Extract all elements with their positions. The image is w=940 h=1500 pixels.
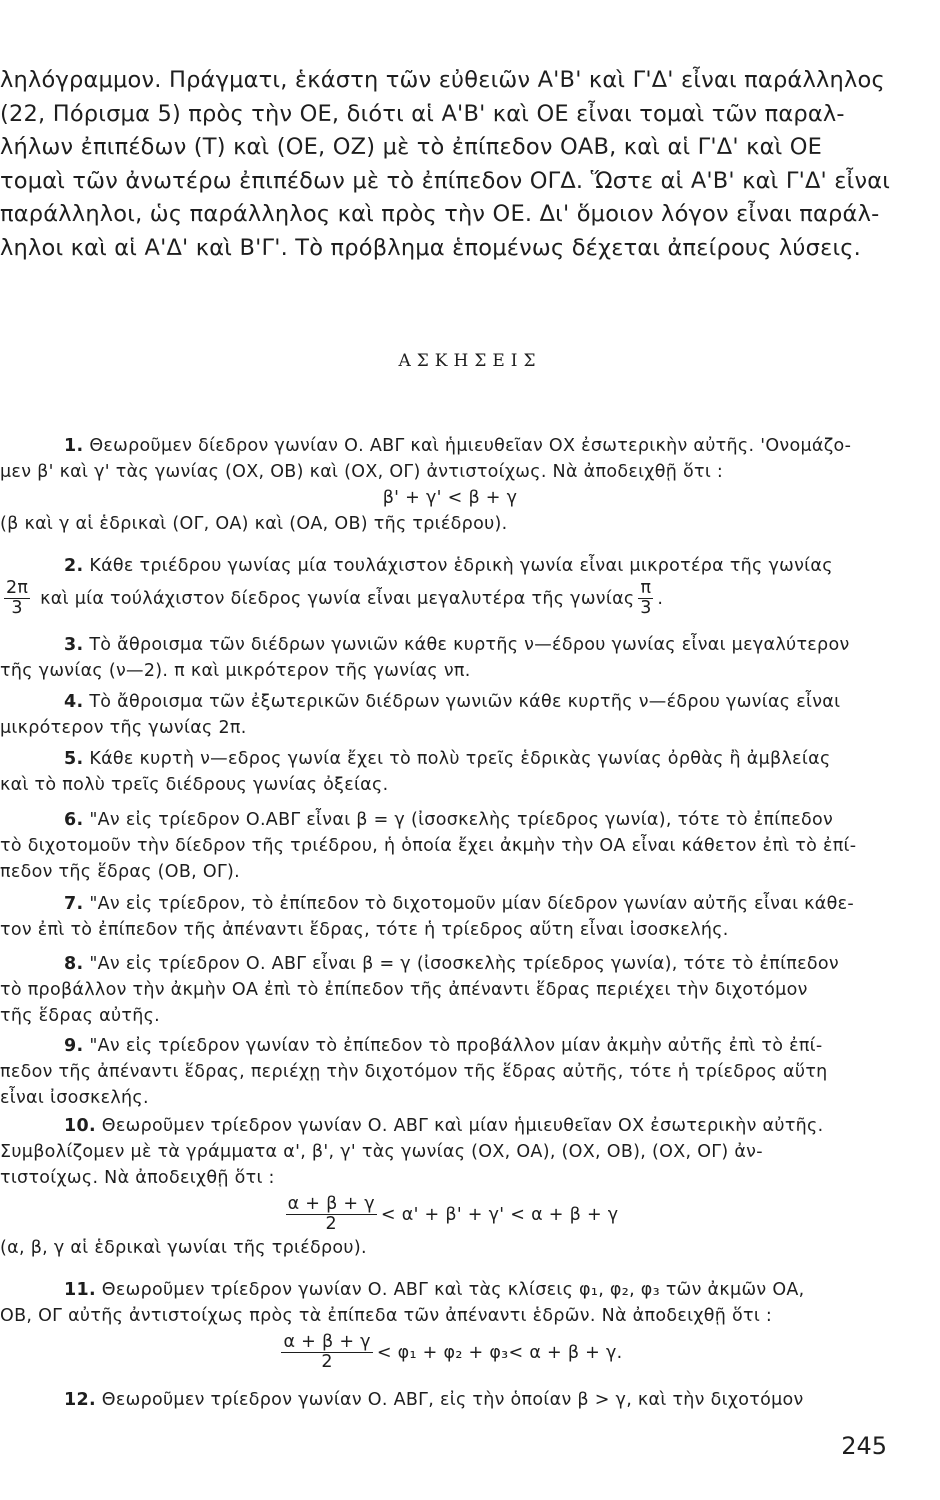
text-line: μικρότερον τῆς γωνίας 2π. [0,718,247,738]
fraction: $\frac{\pi}{3}$ [640,578,652,619]
exercise-7 [0,891,900,943]
text-line: 11. Θεωροῦμεν τρίεδρον γωνίαν Ο. ΑΒΓ καὶ τὰς κλίσεις φ₁, φ₂, φ₃ τῶν ἀκμῶν ΟΑ, [64,1280,805,1300]
exercise-1 [0,433,900,537]
exercise-4 [0,689,900,741]
exercise-10 [0,1113,900,1261]
text-line: $\frac{2\pi}{3}$ καὶ μία τούλάχιστον δίεδρος γωνία εἶναι μεγαλυτέρα τῆς γωνίας $\frac{\pi}{3}$ . [6,578,664,619]
text-line: τιστοίχως. Νὰ ἀποδειχθῇ ὅτι : [0,1168,275,1188]
exercise-number: 6. [64,810,84,830]
exercise-5 [0,746,900,798]
text-line: ληλόγραμμον. Πράγματι, ἑκάστη τῶν εὐθειῶν Α'Β' καὶ Γ'Δ' εἶναι παράλληλος [0,67,885,93]
text-line: 9. "Αν εἰς τρίεδρον γωνίαν τὸ ἐπίπεδον τὸ προβάλλον μίαν ἀκμὴν αὐτῆς ἐπὶ τὸ ἐπί- [64,1036,823,1056]
text-line: τῆς γωνίας (ν—2). π καὶ μικρότερον τῆς γωνίας νπ. [0,661,471,681]
text-line: 1. Θεωροῦμεν δίεδρον γωνίαν Ο. ΑΒΓ καὶ ἡμιευθεῖαν ΟΧ ἐσωτερικὴν αὐτῆς. 'Ονομάζο- [64,436,852,456]
text-line: 2. Κάθε τριέδρου γωνίας μία τουλάχιστον ἑδρικὴ γωνία εἶναι μικροτέρα τῆς γωνίας [64,556,833,576]
text-line: 8. "Αν εἰς τρίεδρον Ο. ΑΒΓ εἶναι β = γ (ἰσοσκελὴς τρίεδρος γωνία), τότε τὸ ἐπίπεδον [64,954,839,974]
exercise-11 [0,1277,900,1373]
text-line: εἶναι ἰσοσκελής. [0,1088,149,1108]
text-line: καὶ τὸ πολὺ τρεῖς διέδρους γωνίας ὀξείας. [0,775,389,795]
text-line: παράλληλοι, ὡς παράλληλος καὶ πρὸς τὴν ΟΕ. Δι' ὅμοιον λόγον εἶναι παράλ- [0,201,880,227]
text-line: 10. Θεωροῦμεν τρίεδρον γωνίαν Ο. ΑΒΓ καὶ μίαν ἡμιευθεῖαν ΟΧ ἐσωτερικὴν αὐτῆς. [64,1116,824,1136]
exercise-2 [0,553,900,619]
exercise-number: 12. [64,1390,96,1410]
text-line: πεδον τῆς ἀπέναντι ἕδρας, περιέχῃ τὴν διχοτόμον τῆς ἕδρας αὐτῆς, τότε ἡ τρίεδρος αὕτη [0,1062,828,1082]
text-line: 12. Θεωροῦμεν τρίεδρον γωνίαν Ο. ΑΒΓ, εἰς τὴν ὁποίαν β > γ, καὶ τὴν διχοτόμον [64,1390,804,1410]
exercise-number: 7. [64,894,84,914]
text-line: 6. "Αν εἰς τρίεδρον Ο.ΑΒΓ εἶναι β = γ (ἰσοσκελὴς τρίεδρος γωνία), τότε τὸ ἐπίπεδον [64,810,834,830]
text-line: Συμβολίζομεν μὲ τὰ γράμματα α', β', γ' τὰς γωνίας (ΟΧ, ΟΑ), (ΟΧ, ΟΒ), (ΟΧ, ΟΓ) ἀν- [0,1142,763,1162]
text-line: μεν β' καὶ γ' τὰς γωνίας (ΟΧ, ΟΒ) καὶ (ΟΧ, ΟΓ) ἀντιστοίχως. Νὰ ἀποδειχθῇ ὅτι : [0,462,724,482]
text-line: 7. "Αν εἰς τρίεδρον, τὸ ἐπίπεδον τὸ διχοτομοῦν μίαν δίεδρον γωνίαν αὐτῆς εἶναι κάθε- [64,894,854,914]
text-line: (β καὶ γ αἱ ἑδρικαὶ (ΟΓ, ΟΑ) καὶ (ΟΑ, ΟΒ) τῆς τριέδρου). [0,514,508,534]
formula: β' + γ' < β + γ [382,488,518,508]
text-line: τον ἐπὶ τὸ ἐπίπεδον τῆς ἀπέναντι ἕδρας, τότε ἡ τρίεδρος αὕτη εἶναι ἰσοσκελής. [0,920,729,940]
text-line: τὸ προβάλλον τὴν ἀκμὴν ΟΑ ἐπὶ τὸ ἐπίπεδον τῆς ἀπέναντι ἕδρας περιέχει τὴν διχοτόμον [0,980,808,1000]
text-line: ΟΒ, ΟΓ αὐτῆς ἀντιστοίχως πρὸς τὰ ἐπίπεδα τῶν ἀπέναντι ἑδρῶν. Νὰ ἀποδειχθῇ ὅτι : [0,1306,773,1326]
fraction: $\frac{\alpha + \beta + \gamma}{2}$ [287,1194,375,1235]
exercise-12 [0,1387,900,1413]
exercise-number: 10. [64,1116,96,1136]
fraction: $\frac{\alpha + \beta + \gamma}{2}$ [283,1332,371,1373]
exercise-number: 9. [64,1036,84,1056]
exercise-8 [0,951,900,1029]
text-line: 3. Τὸ ἄθροισμα τῶν διέδρων γωνιῶν κάθε κυρτῆς ν—έδρου γωνίας εἶναι μεγαλύτερον [64,635,850,655]
exercise-3 [0,632,900,684]
exercise-number: 8. [64,954,84,974]
text-line: 4. Τὸ ἄθροισμα τῶν ἐξωτερικῶν διέδρων γωνιῶν κάθε κυρτῆς ν—έδρου γωνίας εἶναι [64,692,841,712]
exercise-number: 3. [64,635,84,655]
text-line: (α, β, γ αἱ ἑδρικαὶ γωνίαι τῆς τριέδρου). [0,1237,367,1258]
text-line: (22, Πόρισμα 5) πρὸς τὴν ΟΕ, διότι αἱ Α'Β' καὶ ΟΕ εἶναι τομαὶ τῶν παραλ- [0,100,845,127]
text-line: τὸ διχοτομοῦν τὴν δίεδρον τῆς τριέδρου, ἡ ὁποία ἔχει ἀκμὴν τὴν ΟΑ εἶναι κάθετον ἐπὶ τὸ ἐπί- [0,836,857,856]
formula: $\frac{\alpha + \beta + \gamma}{2}$ < α' + β' + γ' < α + β + γ [287,1194,619,1235]
exercise-number: 5. [64,749,84,769]
exercise-number: 1. [64,436,84,456]
text-line: 5. Κάθε κυρτὴ ν—εδρος γωνία ἔχει τὸ πολὺ τρεῖς ἑδρικὰς γωνίας ὀρθὰς ἢ ἀμβλείας [64,749,831,769]
formula: $\frac{\alpha + \beta + \gamma}{2}$ < φ₁ + φ₂ + φ₃< α + β + γ. [283,1332,623,1373]
exercise-number: 11. [64,1280,96,1300]
text-line: τομαὶ τῶν ἀνωτέρω ἐπιπέδων μὲ τὸ ἐπίπεδον ΟΓΔ. Ὥστε αἱ Α'Β' καὶ Γ'Δ' εἶναι [0,167,891,194]
exercise-number: 2. [64,556,84,576]
text-line: πεδον τῆς ἕδρας (ΟΒ, ΟΓ). [0,862,240,882]
exercise-6 [0,807,900,885]
text-line: τῆς ἕδρας αὐτῆς. [0,1006,161,1026]
fraction: $\frac{2\pi}{3}$ [6,578,29,619]
text-line: λήλων ἐπιπέδων (Τ) καὶ (ΟΕ, ΟΖ) μὲ τὸ ἐπίπεδον ΟΑΒ, καὶ αἱ Γ'Δ' καὶ ΟΕ [0,134,823,160]
exercise-number: 4. [64,692,84,712]
intro-paragraph [0,64,890,265]
section-heading: ΑΣΚΗΣΕΙΣ [398,351,542,371]
page-number: 245 [841,1432,887,1460]
text-line: ληλοι καὶ αἱ Α'Δ' καὶ Β'Γ'. Τὸ πρόβλημα ἑπομένως δέχεται ἀπείρους λύσεις. [0,234,862,261]
exercise-9 [0,1033,900,1111]
